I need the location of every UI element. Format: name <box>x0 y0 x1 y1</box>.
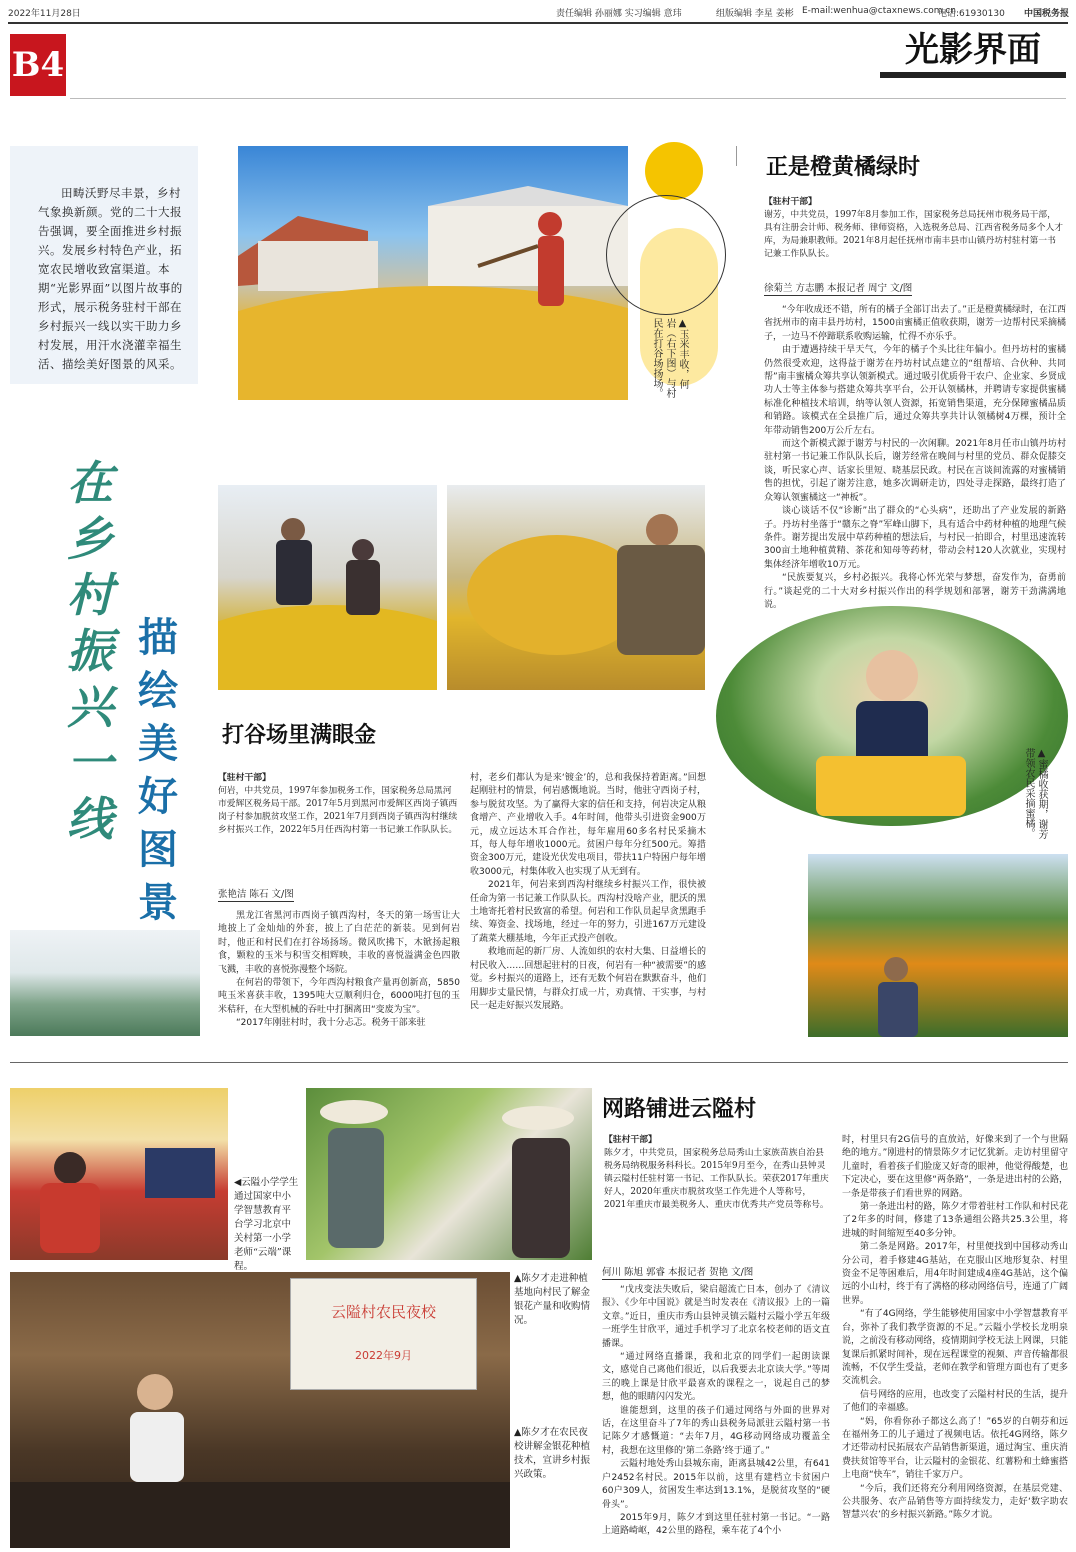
yellow-dot-decoration <box>645 142 703 200</box>
calligraphy-char: 振 <box>67 624 113 678</box>
paragraph: “有了4G网络，学生能够使用国家中小学智慧教育平台，弥补了我们教学资源的不足。”云隘小学校长龙明泉说，之前没有移动网络，疫情期间学校无法上网课，只能复课后抓紧时间补，现在远程课堂的视频、声音传输都很流畅，不仅学生受益，老师在教学和管理方面也有了更多交流机会。 <box>842 1309 1068 1387</box>
caption-threshing: ▲玉米丰收，何岩（右下图）与村民在打谷场扬场。 <box>651 318 688 398</box>
page-number-badge: B4 <box>10 34 66 96</box>
paragraph: 2021年，何岩来到西沟村继续乡村振兴工作，很快被任命为第一书记兼工作队队长。西沟村没啥产业，肥沃的黑土地寄托着村民致富的希望。何岩和工作队员起早贪黑跑手续、筹资金、找场地，经过一年的努力，引进167万元建设了蔬菜大棚基地，今年正式投产创收。 <box>470 880 706 944</box>
paragraph: “通过网络直播课，我和北京的同学们一起朗读课文，感觉自己离他们很近，以后我要去北京读大学。”等周三的晚上课是甘欣平最喜欢的课程之一，说起自己的梦想，他的眼睛闪闪发光。 <box>602 1352 830 1403</box>
paragraph: 由于遭遇持续干旱天气，今年的橘子个头比往年偏小。但丹坊村的蜜橘仍然很受欢迎，这得益于谢芳在丹坊村试点建立的“组帮培、合伙种、共同帮”南丰蜜橘众筹共享认领新模式。通过吸引优质骨干农户、企业家、乡贤成功人士等主体参与搭建众筹共享平台，公开认领橘林，并聘请专家提供蜜橘标准化种植技术培训，纳等认领人资源，拓宽销售渠道，充分保障蜜橘品质和销路。该模式在全县推广后，通过众筹共享共计认领橘树4万棵，预计全年带动销售200万公斤左右。 <box>764 345 1066 436</box>
story3-bio <box>604 1134 830 1212</box>
board-date: 2022年9月 <box>355 1349 412 1362</box>
paragraph: 时，村里只有2G信号的直放站，好像来到了一个与世隔绝的地方。”刚进村的情景陈夕才记忆犹新。走访村里留守儿童时，看着孩子们脸庞又好奇的眼神，他觉得酸楚，也下定决心，要在这里修“两条路”，一条是进出村的公路，一条是带孩子们看世界的网路。 <box>842 1135 1068 1199</box>
landscape-illustration <box>10 930 200 1036</box>
email: E-mail:wenhua@ctaxnews.com.cn <box>802 6 956 16</box>
caption-honeysuckle: ▲陈夕才走进种植基地向村民了解金银花产量和收购情况。 <box>514 1273 591 1326</box>
paragraph: 黑龙江省黑河市西岗子镇西沟村，冬天的第一场雪让大地披上了金灿灿的外套，披上了白茫茫的新装。见到何岩时，他正和村民们在打谷场扬场。微风吹拂下，木锨扬起粮食，颗粒的玉米与积雪交相辉映，丰收的喜悦溢满金色四散飞溅，丰收的喜悦弥漫整个场院。 <box>218 911 460 975</box>
layout-editors: 组版编辑 李星 姜彬 <box>716 9 794 19</box>
calligraphy-char: 村 <box>67 568 113 622</box>
paragraph: 谈心谈话不仅“诊断”出了群众的“心头病”，还助出了产业发展的新路子。丹坊村坐落于“赣东之脊”军峰山脚下，具有适合中药材种植的地理气候条件。谢芳提出发展中草药种植的想法后，与村民一拍即合，村里迅速流转300亩土地种植黄精、茶花和知母等药材，带动会村120人次就业，实现村集体经济年增收10万元。 <box>764 506 1066 570</box>
paragraph: 而这个新模式源于谢芳与村民的一次闲聊。2021年8月任市山镇丹坊村驻村第一书记兼工作队队长后，谢芳经常在晚间与村里的党员、群众促膝交谈，听民家心声、话家长里短、晓基层民政。村民在言谈间流露的对蜜橘销售的担忧，引起了谢芳注意，她多次调研走访，四处寻走探路，最终打造了众筹认领蜜橘这一“神板”。 <box>764 439 1066 503</box>
bio-text: 何岩，中共党员，1997年参加税务工作，国家税务总局黑河市爱辉区税务局干部。2017年5月到黑河市爱辉区西岗子镇西岗子村参加脱贫攻坚工作，2021年7月到西岗子镇西沟村继续乡村振兴工作，2022年5月任西沟村第一书记兼工作队队长。 <box>218 786 458 835</box>
story1-column-2 <box>470 772 706 1013</box>
bio-text: 陈夕才，中共党员，国家税务总局秀山土家族苗族自治县税务局纳税服务科科长。2015年9月至今，在秀山县钟灵镇云隘村任驻村第一书记、工作队队长。荣获2017年重庆好人，2020年重庆市脱贫攻坚工作先进个人等称号，2021年重庆市最美税务人、重庆市优秀共产党员等称号。 <box>604 1148 829 1210</box>
photo-orange-grove <box>808 854 1068 1037</box>
caption-night-school: ▲陈夕才在农民夜校讲解金银花种植技术，宣讲乡村振兴政策。 <box>514 1427 591 1480</box>
paragraph: 村，老乡们都认为是来‘镀金’的，总和我保持着距离。”回想起刚驻村的情景，何岩感慨地说。当时，他驻守西岗子村，参与脱贫攻坚。为了赢得大家的信任和支持，何岩决定从粮食增产、产业增收入手。4年时间，他带头引进资金900万元，成立远达木耳合作社，每年雇用60多名村民采摘木耳，每人每年增收1000元。贫困户每年分红500元。筹措资金300万元，建设光伏发电项目，带扶11户特困户每年增收3000元，村集体收入也实现了从无到有。 <box>470 773 706 877</box>
story1-title: 打谷场里满眼金 <box>222 722 377 748</box>
story3-byline: 何川 陈旭 郭睿 本报记者 贺艳 文/图 <box>602 1264 753 1280</box>
issue-date: 2022年11月28日 <box>8 9 81 19</box>
story2-body <box>764 304 1066 612</box>
paragraph: 2015年9月，陈夕才到这里任驻村第一书记。“一路上道路崎岖，42公里的路程，乘车花了4个小 <box>602 1512 830 1537</box>
paragraph: “戊戌变法失败后，梁启超流亡日本，创办了《清议报》、《少年中国说》就是当时发表在《清议报》上的一篇文章。”近日，重庆市秀山县钟灵镇云隘村云隘小学五年级一班学生甘欣平，通过手机学习了北京名校老师的语文直播课。 <box>602 1285 830 1349</box>
headline-char: 好 <box>138 774 178 820</box>
header-rule <box>8 22 1068 24</box>
bio-text: 谢芳，中共党员，1997年8月参加工作，国家税务总局抚州市税务局干部，具有注册会计师、税务师、律师资格，入选税务总局、江西省税务局多个人才库，为局兼职教师。2021年8月起任抚州市南丰县市山镇丹坊村驻村第一书记兼工作队队长。 <box>764 210 1064 259</box>
story2-title: 正是橙黄橘绿时 <box>766 154 921 180</box>
editors: 责任编辑 孙丽娜 实习编辑 意玮 <box>556 9 682 19</box>
story1-byline: 张艳洁 陈石 文/图 <box>218 886 294 902</box>
bio-tag: 【驻村干部】 <box>218 773 271 783</box>
headline-char: 景 <box>138 880 178 926</box>
paragraph: “今年收成还不错，所有的橘子全部订出去了。”正是橙黄橘绿时，在江西省抚州市的南丰县丹坊村，1500亩蜜橘正值收获期，谢芳一边帮村民采摘橘子，一边马不停蹄联系收购运输，忙得不亦乐乎。 <box>764 305 1066 342</box>
night-school-board <box>290 1278 477 1390</box>
photo-farmer-sieve <box>447 485 705 690</box>
paragraph: “2017年刚驻村时，我十分忐忑。税务干部来驻 <box>236 1018 426 1029</box>
paragraph: 云隘村地处秀山县城东南，距离县城42公里，有641户2452名村民。2015年以前，这里有建档立卡贫困户60户309人，贫困发生率达到13.1%，是脱贫攻坚的“硬骨头”。 <box>602 1459 830 1510</box>
story3-column-2 <box>842 1134 1068 1523</box>
bio-tag: 【驻村干部】 <box>604 1135 657 1145</box>
calligraphy-headline <box>55 455 125 846</box>
photo-threshing-2 <box>218 485 437 690</box>
headline-char: 图 <box>138 827 178 873</box>
section-rule <box>70 98 1066 99</box>
circle-outline-decoration <box>606 195 726 315</box>
title-accent-line <box>736 146 737 166</box>
section-divider <box>10 1062 1068 1063</box>
photo-orange-harvest <box>716 606 1068 826</box>
section-title: 光影界面 <box>905 30 1041 70</box>
story2-byline: 徐菊兰 方志鹏 本报记者 周宁 文/图 <box>764 280 912 296</box>
paragraph: “今后，我们还将充分利用网络资源，在基层党建、公共服务、农产品销售等方面持续发力，走好‘数字助农 智慧兴农’的乡村振兴新路。”陈夕才说。 <box>842 1483 1068 1521</box>
board-title: 云隘村农民夜校 <box>330 1303 436 1321</box>
paragraph: 在何岩的带领下，今年西沟村粮食产量再创新高，5850吨玉米喜获丰收，1395吨大豆顺利归仓，6000吨打包的玉米秸秆，在大型机械的吞吐中打捆离田“变废为宝”。 <box>218 978 460 1015</box>
paragraph: “民族要复兴，乡村必振兴。我将心怀光荣与梦想，奋发作为，奋勇前行。”谈起党的二十大对乡村振兴作出的科学规划和部署，谢芳干劲满满地说。 <box>764 573 1066 610</box>
intro-text: 田畴沃野尽丰景，乡村气象换新颜。党的二十大报告强调，要全面推进乡村振兴。发展乡村特色产业，拓宽农民增收致富渠道。本期“光影界面”以图片故事的形式，展示税务驻村干部在乡村振兴一线以实干助力乡村发展，用汗水浇灌幸福生活、描绘美好图景的风采。 <box>38 186 183 371</box>
story1-bio <box>218 772 458 837</box>
calligraphy-char: 兴 <box>67 680 113 734</box>
paragraph: 第二条是网路。2017年，村里便找到中国移动秀山分公司，着手修建4G基站，在克服山区地形复杂、村里资金不足等困难后，用4年时间建成4座4G基站，这个偏远的小山村，终于有了满格的移动网络信号，连通了广阔世界。 <box>842 1242 1068 1306</box>
calligraphy-char: 线 <box>67 792 113 846</box>
headline-char: 绘 <box>138 668 178 714</box>
masthead-line <box>8 6 1068 20</box>
story1-column-1 <box>218 910 460 1031</box>
photo-classroom <box>10 1088 228 1260</box>
story3-title: 网路铺进云隘村 <box>602 1096 757 1122</box>
phone: 电话:61930130 <box>938 9 1005 19</box>
photo-threshing-ground <box>238 146 628 400</box>
paragraph: 谁能想到，这里的孩子们通过网络与外面的世界对话，在这里奋斗了7年的秀山县税务局派驻云隘村第一书记陈夕才感慨道：“去年7月，4G移动网络成功覆盖全村，我想在这里修的‘第二条路’终于通了。” <box>602 1405 830 1456</box>
calligraphy-char: 在 <box>67 456 113 510</box>
headline-char: 美 <box>138 721 178 767</box>
paragraph: 信号网络的应用，也改变了云隘村村民的生活，提升了他们的幸福感。 <box>842 1389 1068 1414</box>
story2-bio <box>764 196 1064 261</box>
caption-classroom: ◀云隘小学学生通过国家中小学智慧教育平台学习北京中关村第一小学老师“云端”课程。 <box>234 1177 299 1272</box>
calligraphy-char: 一 <box>67 736 113 790</box>
headline-char: 描 <box>138 615 178 661</box>
caption-orange: ▲蜜橘收获期，谢芳带领农民采摘蜜橘。 <box>1023 748 1047 839</box>
paper-name: 中国税务报 <box>1024 9 1070 19</box>
bio-tag: 【驻村干部】 <box>764 197 817 207</box>
paragraph: 救地而起的新厂房、人流如织的农村大集、日益增长的村民收入……回想起驻村的日夜，何岩有一种“被需要”的感觉。乡村振兴的道路上，还有无数个何岩在默默奋斗，他们用脚步丈量民情，与群众打成一片，劝真情、干实事，与村民一起走好振兴发展路。 <box>470 947 706 1011</box>
section-title-bar <box>880 72 1066 78</box>
paragraph: 第一条进出村的路，陈夕才带着驻村工作队和村民花了2年多的时间，修建了13条通组公路共25.3公里，将进城的时间缩短至40多分钟。 <box>842 1202 1068 1239</box>
main-headline <box>130 612 186 930</box>
paragraph: “妈，你看你孙子都这么高了！”65岁的白朝芬和远在福州务工的儿子通过了视频电话。依托4G网络，陈夕才还带动村民拓展农产品销售新渠道，通过淘宝、重庆消费扶贫馆等平台，让云隘村的金银花、红薯粉和土蜂蜜搭上电商“快车”，销往千家万户。 <box>842 1416 1068 1481</box>
story3-column-1 <box>602 1284 830 1539</box>
calligraphy-char: 乡 <box>67 512 113 566</box>
photo-honeysuckle <box>306 1088 592 1260</box>
